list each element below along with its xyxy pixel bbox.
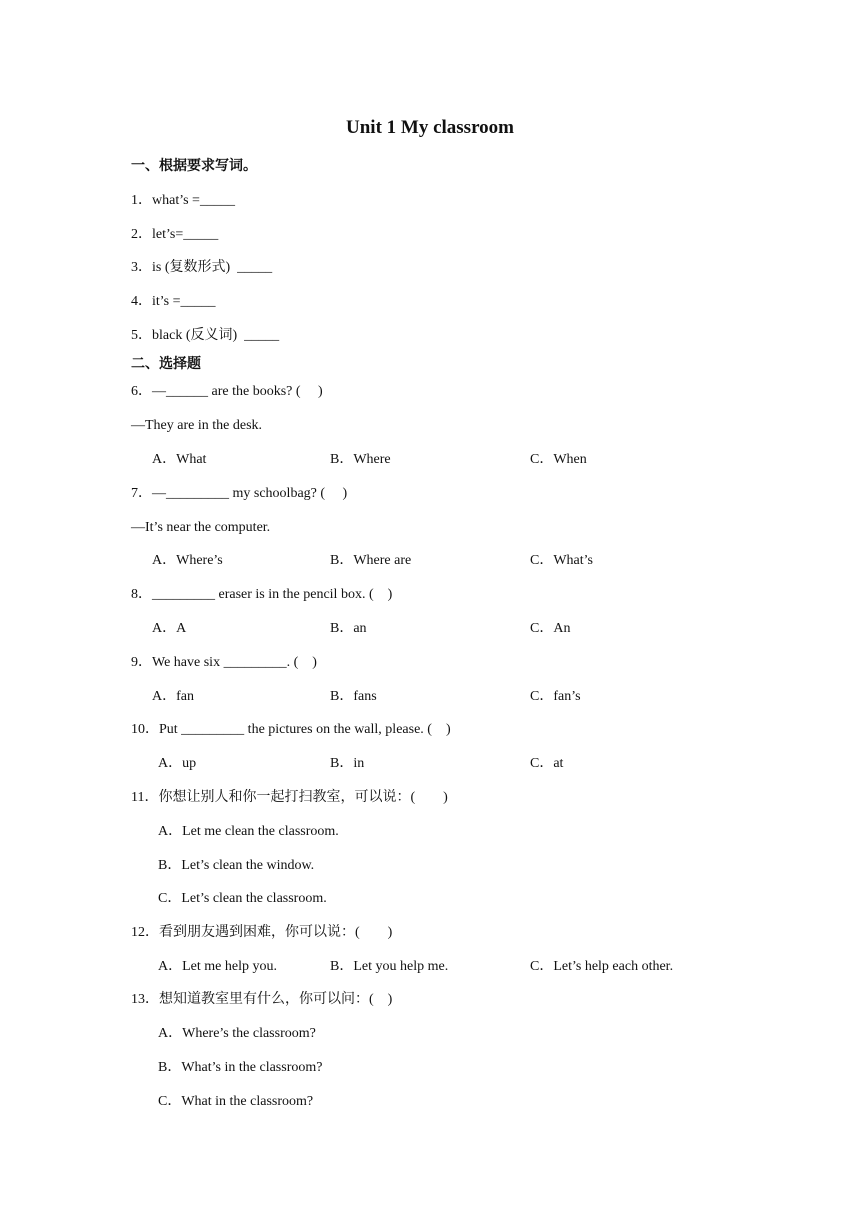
question-6-option-a[interactable]: A．What xyxy=(152,452,207,467)
question-7-answer-line: —It’s near the computer. xyxy=(131,520,271,535)
page-title: Unit 1 My classroom xyxy=(346,117,514,138)
question-9-option-b[interactable]: B．fans xyxy=(330,689,377,704)
question-11-option-a[interactable]: A．Let me clean the classroom. xyxy=(158,824,339,839)
question-10: 10．Put _________ the pictures on the wall, please. ( ) xyxy=(131,722,451,737)
section-heading-multiple-choice: 二、选择题 xyxy=(131,356,201,372)
question-9: 9．We have six _________. ( ) xyxy=(131,655,317,670)
question-3: 3．is (复数形式) _____ xyxy=(131,260,273,275)
question-13-option-c[interactable]: C．What in the classroom? xyxy=(158,1094,314,1109)
question-10-option-a[interactable]: A．up xyxy=(158,756,197,771)
question-11-option-c[interactable]: C．Let’s clean the classroom. xyxy=(158,891,327,906)
question-12-option-a[interactable]: A．Let me help you. xyxy=(158,959,277,974)
question-12: 12．看到朋友遇到困难，你可以说：( ) xyxy=(131,925,393,940)
question-6-option-c[interactable]: C．When xyxy=(530,452,587,467)
question-7-option-c[interactable]: C．What’s xyxy=(530,553,593,568)
question-13-option-b[interactable]: B．What’s in the classroom? xyxy=(158,1060,323,1075)
question-12-option-c[interactable]: C．Let’s help each other. xyxy=(530,959,674,974)
question-4: 4．it’s =_____ xyxy=(131,294,216,309)
question-10-option-c[interactable]: C．at xyxy=(530,756,564,771)
question-9-option-c[interactable]: C．fan’s xyxy=(530,689,581,704)
question-5: 5．black (反义词) _____ xyxy=(131,328,280,343)
question-13: 13．想知道教室里有什么，你可以问：( ) xyxy=(131,992,393,1007)
question-11-option-b[interactable]: B．Let’s clean the window. xyxy=(158,858,315,873)
question-10-option-b[interactable]: B．in xyxy=(330,756,365,771)
question-11: 11．你想让别人和你一起打扫教室，可以说：( ) xyxy=(131,790,448,805)
question-1: 1．what’s =_____ xyxy=(131,193,235,208)
question-6: 6．—______ are the books? ( ) xyxy=(131,384,323,399)
question-12-option-b[interactable]: B．Let you help me. xyxy=(330,959,449,974)
question-13-option-a[interactable]: A．Where’s the classroom? xyxy=(158,1026,316,1041)
question-8-option-c[interactable]: C．An xyxy=(530,621,571,636)
question-8-option-a[interactable]: A．A xyxy=(152,621,187,636)
question-7-option-b[interactable]: B．Where are xyxy=(330,553,412,568)
question-8-option-b[interactable]: B．an xyxy=(330,621,367,636)
question-2: 2．let’s=_____ xyxy=(131,227,219,242)
question-9-option-a[interactable]: A．fan xyxy=(152,689,194,704)
question-7: 7．—_________ my schoolbag? ( ) xyxy=(131,486,348,501)
question-6-option-b[interactable]: B．Where xyxy=(330,452,391,467)
section-heading-word-writing: 一、根据要求写词。 xyxy=(131,158,257,174)
question-8: 8．_________ eraser is in the pencil box. ( ) xyxy=(131,587,393,602)
question-7-option-a[interactable]: A．Where’s xyxy=(152,553,223,568)
question-6-answer-line: —They are in the desk. xyxy=(131,418,263,433)
